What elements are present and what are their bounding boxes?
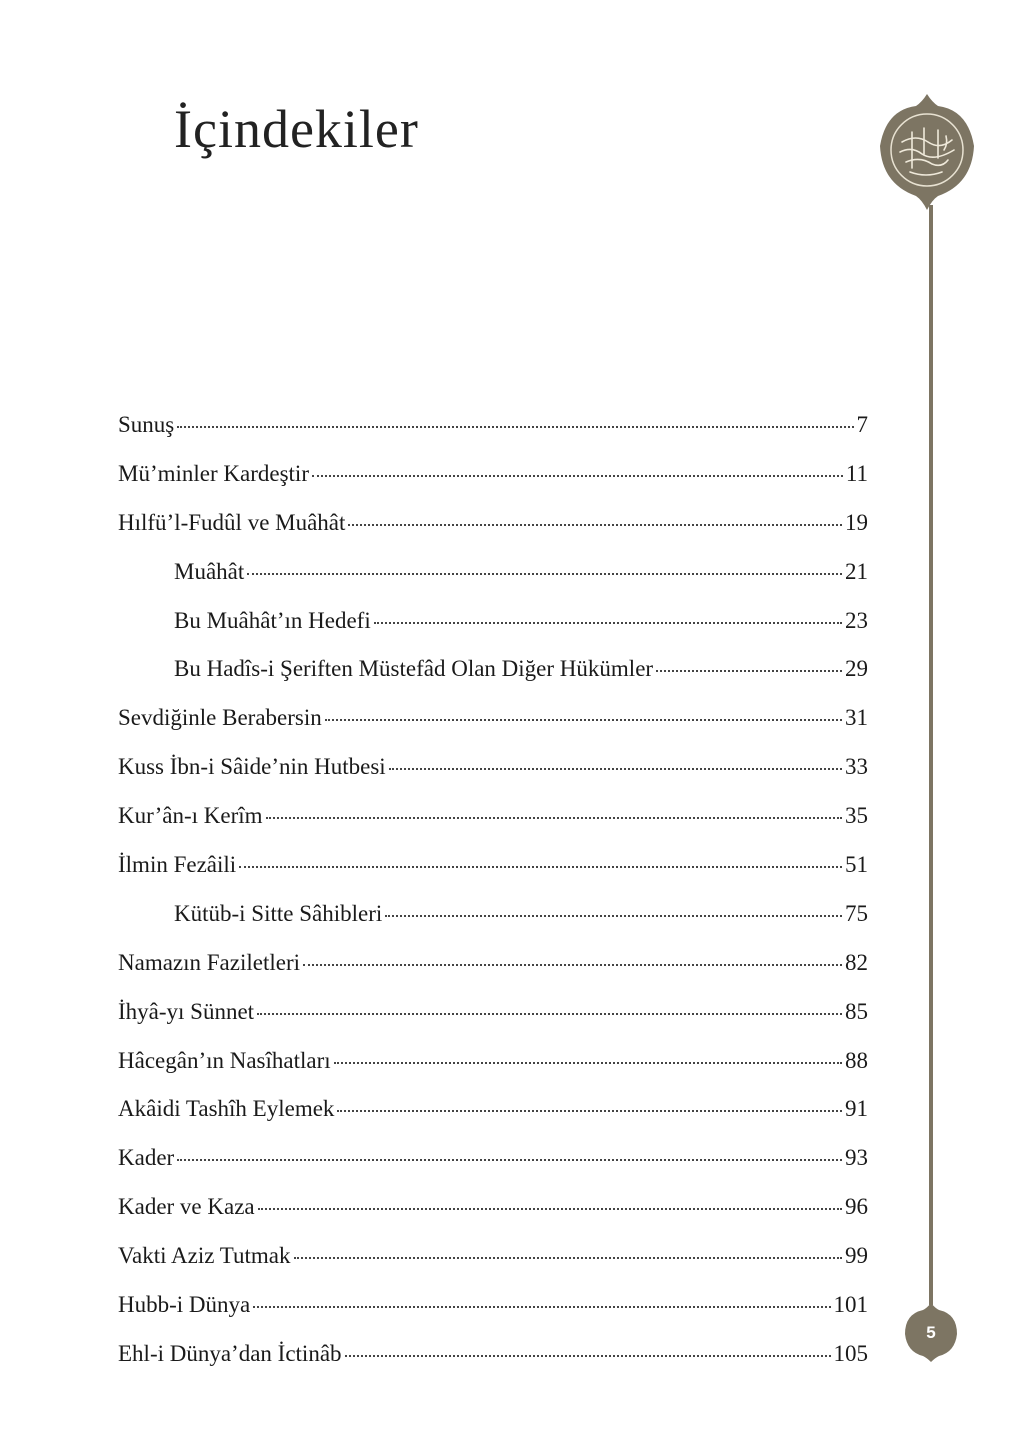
toc-entry-title: Hılfü’l-Fudûl ve Muâhât xyxy=(118,509,346,535)
toc-dot-leader xyxy=(374,622,842,624)
toc-entry xyxy=(118,656,868,705)
toc-entry-title: Namazın Faziletleri xyxy=(118,949,301,975)
toc-entry-title: Muâhât xyxy=(174,558,245,584)
toc-entry-page-number: 35 xyxy=(845,803,868,829)
toc-dot-leader xyxy=(312,475,843,477)
toc-entry-page-number: 23 xyxy=(845,607,868,633)
toc-entry-page-number: 29 xyxy=(845,656,868,682)
toc-entry-title: Mü’minler Kardeştir xyxy=(118,460,309,486)
toc-entry xyxy=(118,1194,868,1243)
toc-dot-leader xyxy=(334,1062,842,1064)
ornamental-medallion-icon xyxy=(876,92,978,212)
toc-entry-page-number: 105 xyxy=(833,1340,868,1366)
toc-dot-leader xyxy=(337,1110,842,1112)
toc-entry-title: İhyâ-yı Sünnet xyxy=(118,998,255,1024)
toc-entry-title: İlmin Fezâili xyxy=(118,852,237,878)
toc-dot-leader xyxy=(177,426,853,428)
toc-entry xyxy=(118,412,868,461)
decorative-vertical-line xyxy=(929,205,933,1305)
toc-dot-leader xyxy=(348,524,842,526)
toc-entry-page-number: 75 xyxy=(845,900,868,926)
toc-entry-title: Bu Hadîs-i Şeriften Müstefâd Olan Diğer Hükümler xyxy=(174,656,654,682)
toc-entry-page-number: 93 xyxy=(845,1145,868,1171)
page-number-badge xyxy=(903,1302,959,1367)
toc-dot-leader xyxy=(389,768,842,770)
page-number: 5 xyxy=(926,1323,936,1342)
toc-dot-leader xyxy=(325,719,842,721)
toc-entry-title: Hubb-i Dünya xyxy=(118,1292,251,1318)
toc-entry-title: Sunuş xyxy=(118,412,175,437)
toc-entry-page-number: 96 xyxy=(845,1194,868,1220)
toc-dot-leader xyxy=(253,1306,830,1308)
toc-entry-page-number: 7 xyxy=(856,412,868,437)
toc-dot-leader xyxy=(345,1355,831,1357)
toc-entry-title: Sevdiğinle Berabersin xyxy=(118,705,322,731)
toc-entry-title: Kader xyxy=(118,1145,175,1171)
toc-dot-leader xyxy=(656,670,842,672)
toc-entry-title: Kuss İbn-i Sâide’nin Hutbesi xyxy=(118,754,386,780)
page-title: İçindekiler xyxy=(174,99,419,159)
toc-dot-leader xyxy=(385,915,842,917)
toc-dot-leader xyxy=(266,817,842,819)
toc-entry-title: Kütüb-i Sitte Sâhibleri xyxy=(174,900,383,926)
toc-entry-title: Vakti Aziz Tutmak xyxy=(118,1243,291,1269)
toc-entry-page-number: 33 xyxy=(845,754,868,780)
toc-dot-leader xyxy=(257,1013,842,1015)
toc-entry-page-number: 82 xyxy=(845,949,868,975)
toc-entry-title: Ehl-i Dünya’dan İctinâb xyxy=(118,1340,342,1366)
toc-entry xyxy=(118,559,868,608)
toc-entry xyxy=(118,950,868,999)
toc-entry xyxy=(118,999,868,1048)
toc-entry-page-number: 99 xyxy=(845,1243,868,1269)
toc-entry-page-number: 21 xyxy=(845,558,868,584)
toc-entry-title: Akâidi Tashîh Eylemek xyxy=(118,1096,335,1122)
toc-entry-title: Hâcegân’ın Nasîhatları xyxy=(118,1047,331,1073)
toc-entry xyxy=(118,754,868,803)
toc-entry xyxy=(118,1243,868,1292)
toc-entry-page-number: 19 xyxy=(845,509,868,535)
toc-entry-page-number: 88 xyxy=(845,1047,868,1073)
toc-entry-page-number: 85 xyxy=(845,998,868,1024)
toc-entry-title: Bu Muâhât’ın Hedefi xyxy=(174,607,371,633)
toc-dot-leader xyxy=(303,964,842,966)
toc-entry-page-number: 51 xyxy=(845,852,868,878)
toc-entry xyxy=(118,901,868,950)
toc-entry xyxy=(118,1292,868,1341)
toc-entry-page-number: 91 xyxy=(845,1096,868,1122)
toc-entry-page-number: 101 xyxy=(833,1292,868,1318)
toc-entry xyxy=(118,461,868,510)
toc-entry xyxy=(118,705,868,754)
toc-entry xyxy=(118,1145,868,1194)
toc-entry xyxy=(118,608,868,657)
toc-entry xyxy=(118,803,868,852)
toc-entry-title: Kur’ân-ı Kerîm xyxy=(118,803,263,829)
toc-entry-title: Kader ve Kaza xyxy=(118,1194,255,1220)
toc-entry-page-number: 11 xyxy=(845,460,868,486)
table-of-contents xyxy=(118,412,868,1390)
toc-entry xyxy=(118,852,868,901)
toc-dot-leader xyxy=(247,573,842,575)
toc-entry-page-number: 31 xyxy=(845,705,868,731)
toc-dot-leader xyxy=(258,1208,842,1210)
toc-entry xyxy=(118,1096,868,1145)
toc-entry xyxy=(118,1048,868,1097)
toc-dot-leader xyxy=(239,866,842,868)
toc-dot-leader xyxy=(177,1159,842,1161)
toc-entry xyxy=(118,1341,868,1390)
toc-entry xyxy=(118,510,868,559)
toc-dot-leader xyxy=(294,1257,842,1259)
